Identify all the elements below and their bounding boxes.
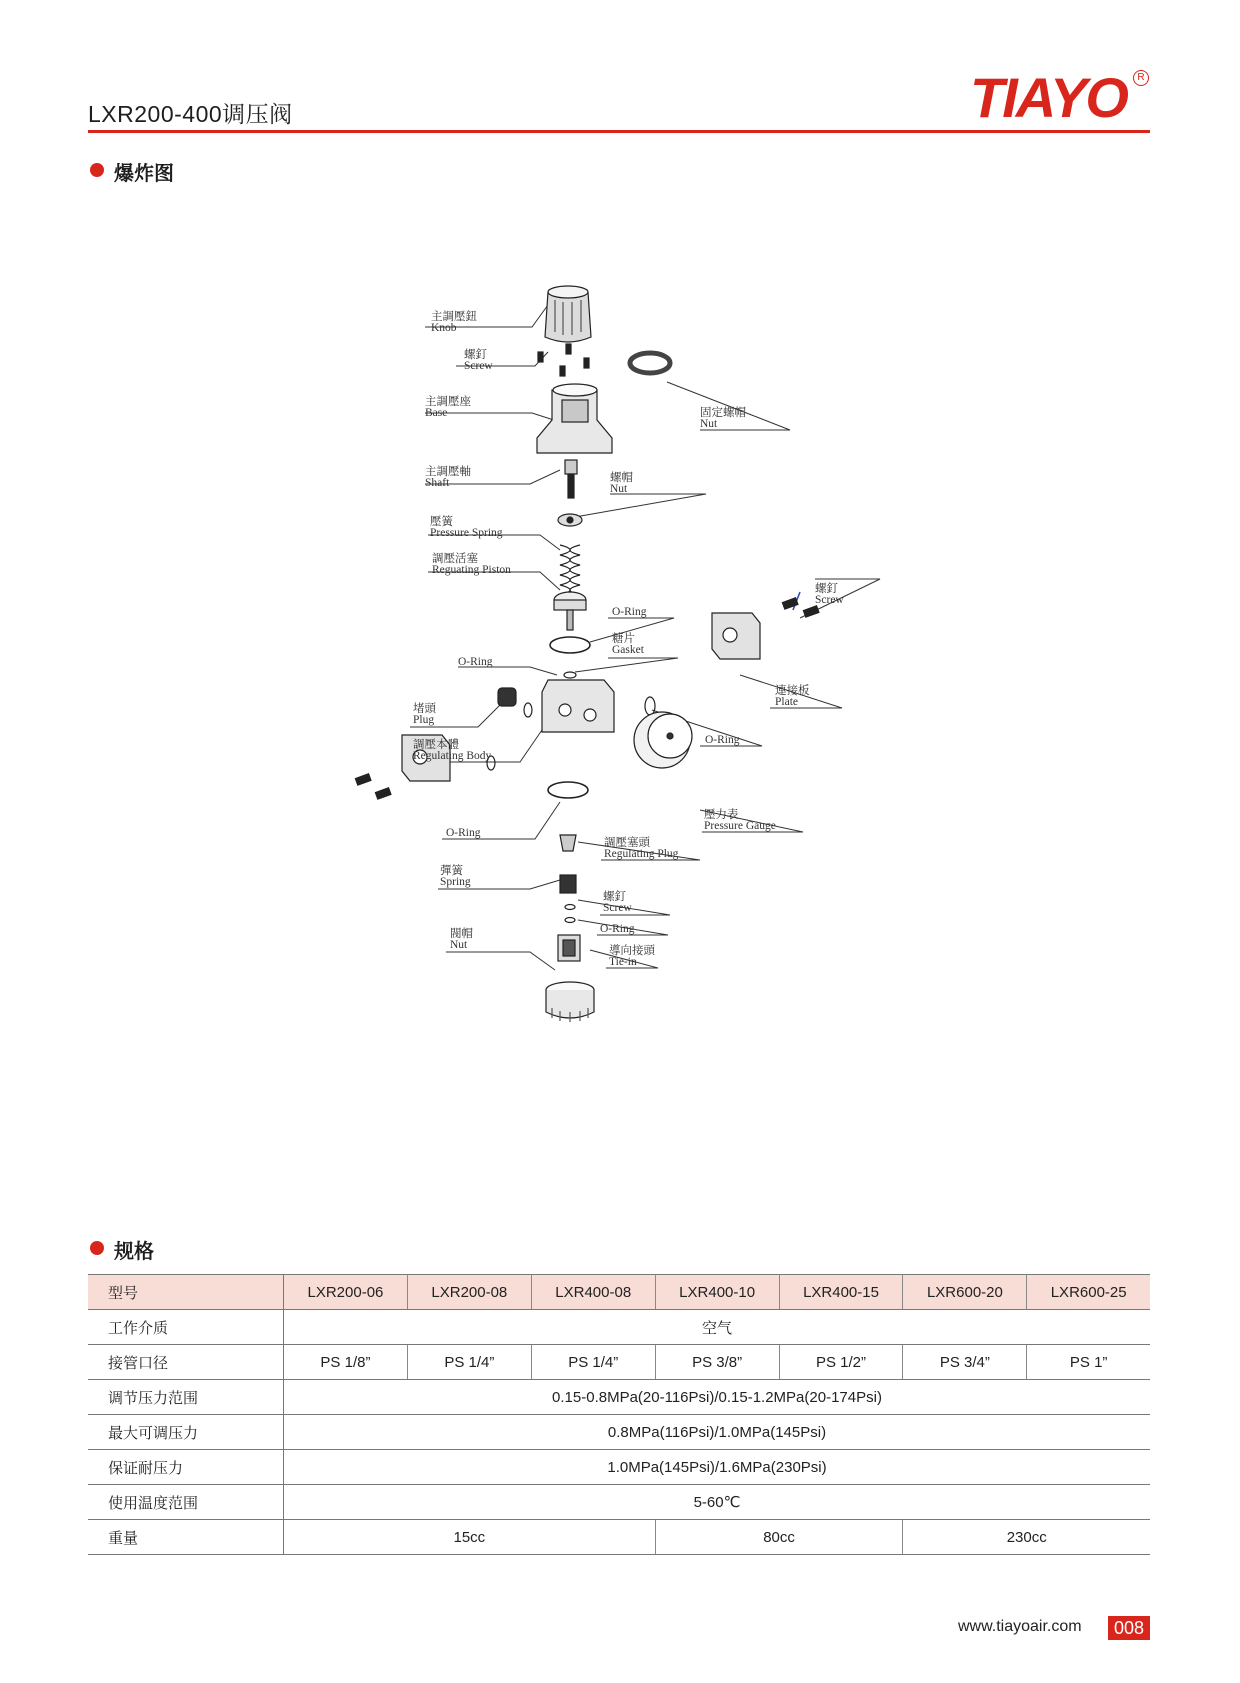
row-label-proof-pressure: 保证耐压力 xyxy=(88,1450,284,1485)
table-row-range xyxy=(88,1380,1150,1415)
table-row-weight xyxy=(88,1520,1150,1555)
label-nut-cn: 螺帽 xyxy=(610,472,633,484)
registered-mark-icon: R xyxy=(1133,70,1149,86)
label-base-cn: 主調壓座 xyxy=(425,396,471,408)
exploded-diagram xyxy=(0,270,1240,1030)
table-row-temperature xyxy=(88,1485,1150,1520)
table-row-max-pressure xyxy=(88,1415,1150,1450)
table-row-port xyxy=(88,1345,1150,1380)
temperature-value: 5-60℃ xyxy=(284,1485,1151,1520)
port-cell: PS 1” xyxy=(1027,1345,1150,1380)
max-pressure-value: 0.8MPa(116Psi)/1.0MPa(145Psi) xyxy=(284,1415,1151,1450)
label-tiein-cn: 導向接頭 xyxy=(609,945,655,957)
port-cell: PS 1/4” xyxy=(407,1345,531,1380)
row-label-range: 调节压力范围 xyxy=(88,1380,284,1415)
label-shaft-en: Shaft xyxy=(425,477,450,489)
port-cell: PS 3/4” xyxy=(903,1345,1027,1380)
label-oring-4: O-Ring xyxy=(446,827,481,839)
medium-value: 空气 xyxy=(284,1310,1151,1345)
label-oring-1: O-Ring xyxy=(612,606,647,618)
label-gauge-en: Pressure Gauge xyxy=(704,820,776,832)
label-fixed-nut-en: Nut xyxy=(700,418,718,430)
label-cap-en: Nut xyxy=(450,939,468,951)
row-label-max-pressure: 最大可调压力 xyxy=(88,1415,284,1450)
label-oring-2: O-Ring xyxy=(458,656,493,668)
label-base-en: Base xyxy=(425,407,448,419)
port-cell: PS 3/8” xyxy=(655,1345,779,1380)
label-piston-en: Reguating Piston xyxy=(432,564,511,576)
section-bullet-icon xyxy=(90,163,104,177)
model-cell: LXR600-20 xyxy=(903,1275,1027,1310)
label-plate-en: Plate xyxy=(775,696,798,708)
label-cap-cn: 閥帽 xyxy=(450,928,473,940)
label-pressure-spring-cn: 壓簧 xyxy=(430,516,453,528)
label-plate-cn: 連接板 xyxy=(775,685,810,697)
port-cell: PS 1/2” xyxy=(779,1345,903,1380)
label-gasket-en: Gasket xyxy=(612,644,644,656)
label-screw-cn: 螺釘 xyxy=(464,349,487,361)
label-reg-plug-cn: 調壓塞頭 xyxy=(604,837,650,849)
range-value: 0.15-0.8MPa(20-116Psi)/0.15-1.2MPa(20-174Psi) xyxy=(284,1380,1151,1415)
label-screw-en: Screw xyxy=(464,360,493,372)
row-label-port: 接管口径 xyxy=(88,1345,284,1380)
section-title-specs: 规格 xyxy=(114,1241,154,1263)
table-row-medium xyxy=(88,1310,1150,1345)
weight-cell: 15cc xyxy=(284,1520,656,1555)
section-bullet-icon xyxy=(90,1241,104,1255)
label-shaft-cn: 主調壓軸 xyxy=(425,466,471,478)
label-spring-cn: 彈簧 xyxy=(440,865,463,877)
label-spring-en: Spring xyxy=(440,876,471,888)
weight-cell: 230cc xyxy=(903,1520,1150,1555)
label-body-cn: 調壓本體 xyxy=(413,739,459,751)
port-cell: PS 1/4” xyxy=(531,1345,655,1380)
label-knob-cn: 主調壓鈕 xyxy=(431,311,477,323)
table-row-proof-pressure xyxy=(88,1450,1150,1485)
label-piston-cn: 調壓活塞 xyxy=(432,553,478,565)
label-plug-cn: 堵頭 xyxy=(413,703,436,715)
table-row-model xyxy=(88,1275,1150,1310)
port-cell: PS 1/8” xyxy=(284,1345,408,1380)
model-cell: LXR400-10 xyxy=(655,1275,779,1310)
weight-cell: 80cc xyxy=(655,1520,903,1555)
label-oring-5: O-Ring xyxy=(600,923,635,935)
spec-table xyxy=(88,1274,1150,1555)
model-cell: LXR600-25 xyxy=(1027,1275,1150,1310)
page-title: LXR200-400调压阀 xyxy=(88,101,293,127)
label-reg-plug-en: Regulating Plug xyxy=(604,848,679,860)
label-screw-low-cn: 螺釘 xyxy=(603,891,626,903)
label-screw-low-en: Screw xyxy=(603,902,632,914)
proof-pressure-value: 1.0MPa(145Psi)/1.6MPa(230Psi) xyxy=(284,1450,1151,1485)
model-cell: LXR200-08 xyxy=(407,1275,531,1310)
model-cell: LXR400-08 xyxy=(531,1275,655,1310)
label-gasket-cn: 糖片 xyxy=(612,633,635,645)
row-label-temperature: 使用温度范围 xyxy=(88,1485,284,1520)
row-label-model: 型号 xyxy=(88,1275,284,1310)
header-divider xyxy=(88,130,1150,133)
row-label-weight: 重量 xyxy=(88,1520,284,1555)
label-knob-en: Knob xyxy=(431,322,457,334)
label-fixed-nut-cn: 固定螺帽 xyxy=(700,407,746,419)
label-nut-en: Nut xyxy=(610,483,628,495)
label-pressure-spring-en: Pressure Spring xyxy=(430,527,503,539)
section-title-exploded: 爆炸图 xyxy=(114,163,174,185)
label-plug-en: Plug xyxy=(413,714,435,726)
row-label-medium: 工作介质 xyxy=(88,1310,284,1345)
model-cell: LXR200-06 xyxy=(284,1275,408,1310)
label-screw-right-en: Screw xyxy=(815,594,844,606)
label-body-en: Regulating Body xyxy=(413,750,492,762)
tiayo-logo: TIAYO xyxy=(970,66,1127,129)
label-gauge-cn: 壓力表 xyxy=(704,809,739,821)
page-number: 008 xyxy=(1108,1616,1150,1640)
label-tiein-en: Tie-in xyxy=(609,956,637,968)
footer-url: www.tiayoair.com xyxy=(958,1618,1082,1635)
label-screw-right-cn: 螺釘 xyxy=(815,583,838,595)
model-cell: LXR400-15 xyxy=(779,1275,903,1310)
label-oring-3: O-Ring xyxy=(705,734,740,746)
